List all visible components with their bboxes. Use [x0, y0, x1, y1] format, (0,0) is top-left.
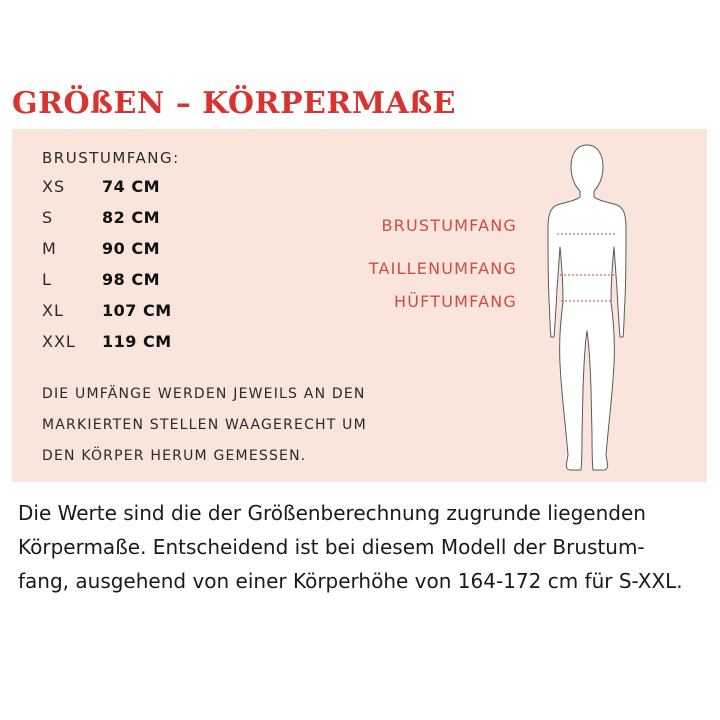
body-figure-illustration — [532, 139, 642, 474]
hip-measure-label: HÜFTUMFANG — [394, 292, 517, 311]
waist-measure-label: TAILLENUMFANG — [368, 259, 517, 278]
size-value: 119 CM — [102, 332, 172, 351]
size-value: 90 CM — [102, 239, 160, 258]
size-label: XL — [42, 301, 64, 320]
figure-silhouette — [548, 145, 626, 470]
size-value: 107 CM — [102, 301, 172, 320]
size-label: XXL — [42, 332, 76, 351]
size-label: S — [42, 208, 54, 227]
size-label: M — [42, 239, 57, 258]
description-paragraph — [18, 496, 708, 598]
size-value: 74 CM — [102, 177, 160, 196]
note-line: DEN KÖRPER HERUM GEMESSEN. — [42, 448, 307, 464]
note-line: DIE UMFÄNGE WERDEN JEWEILS AN DEN — [42, 386, 366, 402]
size-value: 82 CM — [102, 208, 160, 227]
page-title: GRÖßEN – KÖRPERMAßE — [12, 86, 456, 121]
chest-heading: BRUSTUMFANG: — [42, 149, 180, 167]
size-label: XS — [42, 177, 66, 196]
measurement-note — [42, 379, 402, 472]
chest-measure-label: BRUSTUMFANG — [381, 216, 517, 235]
size-label: L — [42, 270, 52, 289]
description-line: Körpermaße. Entscheidend ist bei diesem Modell der Brustum- — [18, 535, 645, 559]
description-line: Die Werte sind die der Größenberechnung zugrunde liegenden — [18, 501, 646, 525]
size-panel — [12, 129, 707, 482]
description-line: fang, ausgehend von einer Körperhöhe von 164-172 cm für S-XXL. — [18, 569, 683, 593]
note-line: MARKIERTEN STELLEN WAAGERECHT UM — [42, 417, 367, 433]
size-value: 98 CM — [102, 270, 160, 289]
